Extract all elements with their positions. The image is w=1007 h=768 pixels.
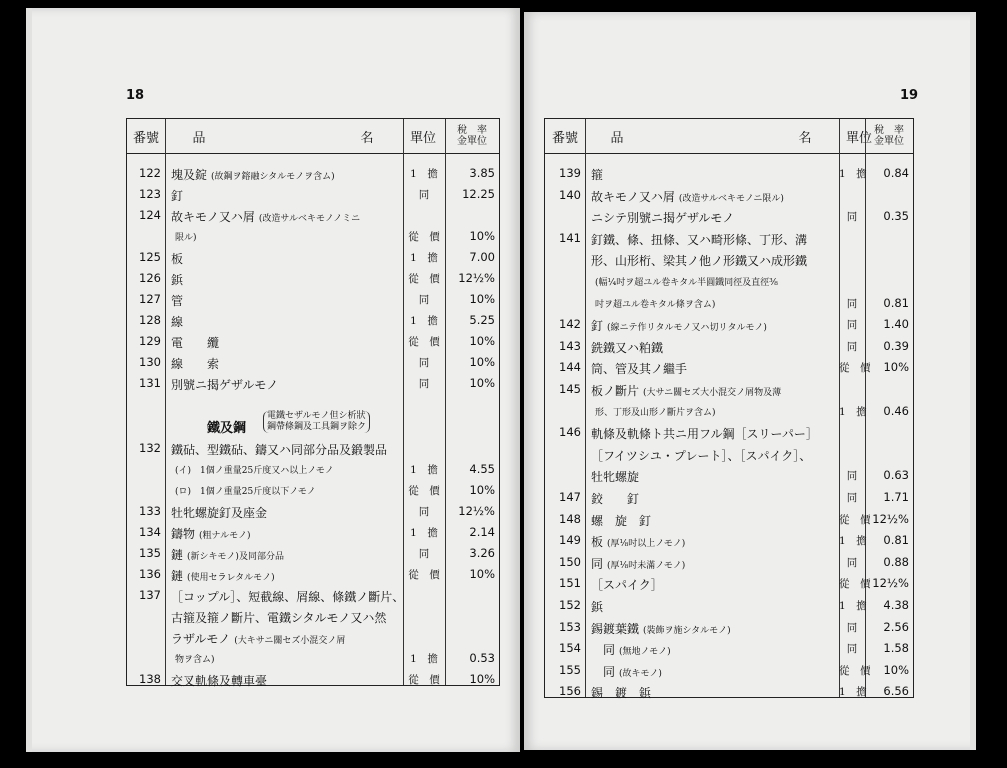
item-name-text: 錫 鍍 鋲 (591, 686, 652, 701)
item-number: 146 (559, 425, 581, 440)
table-row (127, 627, 499, 648)
table-row (545, 336, 913, 357)
item-name (591, 317, 767, 334)
item-note: (故キモノ) (619, 668, 662, 679)
item-name (591, 166, 607, 183)
item-rate: 1.58 (883, 641, 909, 656)
table-row (127, 459, 499, 480)
item-name-text: 鐵砧、型鐵砧、鑄又ハ同部分品及鍛製品 (171, 443, 388, 457)
item-note: 吋ヲ超ユル卷キタル條ヲ含ム) (595, 299, 716, 310)
item-unit: 1 擔 (839, 405, 867, 418)
item-name-text: 故キモノ又ハ屑 (591, 189, 675, 204)
item-unit: 從 價 (839, 513, 871, 526)
item-name-text: 軌條及軌條ト共ニ用フル鋼［スリーパー］ (591, 427, 818, 442)
table-row (545, 444, 913, 465)
page-edge (26, 8, 32, 752)
item-unit: 從 價 (408, 674, 440, 686)
item-number: 142 (559, 317, 581, 332)
left-page (26, 8, 520, 752)
item-name (171, 504, 271, 521)
item-name (171, 441, 391, 458)
table-row (545, 163, 913, 184)
item-rate: 4.38 (883, 598, 909, 612)
item-rate: 4.55 (469, 462, 495, 476)
table-row (545, 206, 913, 227)
item-rate: 2.14 (469, 525, 495, 539)
item-number: 122 (139, 166, 161, 180)
item-number: 137 (139, 588, 161, 602)
item-name (171, 672, 271, 689)
item-rate: 0.53 (469, 651, 495, 665)
item-name (171, 250, 187, 267)
table-row (127, 480, 499, 501)
item-unit: 1 擔 (839, 686, 867, 699)
item-note: (厚⅛吋未滿ノモノ) (607, 560, 686, 571)
item-unit: 1 擔 (839, 168, 867, 180)
item-unit: 同 (418, 378, 430, 390)
item-name (171, 462, 334, 476)
item-unit: 1 擔 (839, 535, 867, 548)
table-row (545, 509, 913, 530)
table-row (127, 543, 499, 564)
item-name-text: 電 纜 (171, 336, 220, 350)
item-name-text: 鏈 (171, 548, 184, 562)
item-number: 127 (139, 292, 161, 306)
item-name-text: 鋲 (591, 600, 604, 614)
table-row (545, 595, 913, 616)
item-unit: 同 (846, 556, 858, 569)
item-name-text: 板 (171, 252, 184, 266)
table-row (127, 373, 499, 394)
item-name-text: ［コップル］、短截線、屑線、條鐵ノ斷片、 (171, 590, 405, 604)
item-number: 124 (139, 208, 161, 222)
item-name-text: ［フイツシユ・プレート］、［スパイク］、 (591, 448, 812, 463)
header-name-b: 名 (798, 130, 812, 146)
item-name-text: 銑鐵又ハ粕鐵 (591, 340, 664, 355)
item-note: (ロ) 1個ノ重量25斤度以下ノモノ (175, 487, 316, 497)
item-number: 131 (139, 376, 161, 390)
header-name-b: 名 (360, 130, 374, 146)
table-row (127, 522, 499, 543)
item-number: 134 (139, 525, 161, 539)
item-rate: 1.40 (883, 317, 909, 332)
item-note: (イ) 1個ノ重量25斤度又ハ以上ノモノ (175, 466, 334, 476)
right-page (524, 12, 976, 750)
table-row (127, 247, 499, 268)
item-number: 139 (559, 166, 581, 180)
item-name-text: 同 (591, 643, 616, 658)
item-number: 143 (559, 338, 581, 353)
item-rate: 10% (469, 229, 495, 243)
item-rate: 12.25 (462, 187, 495, 201)
item-rate: 12½% (872, 576, 909, 591)
item-rate: 12½% (458, 504, 495, 518)
item-name (591, 533, 685, 550)
section-note-line: 鋼帶條鋼及工具鋼ヲ除ク (267, 422, 367, 432)
item-name (171, 313, 187, 330)
item-name (591, 188, 784, 205)
item-number: 136 (139, 567, 161, 581)
item-number: 128 (139, 313, 161, 327)
table-row (127, 669, 499, 690)
page-edge (970, 12, 976, 750)
item-name-text: 鑄物 (171, 527, 196, 541)
item-note: (無地ノモノ) (619, 647, 671, 658)
table-row (127, 331, 499, 352)
item-name-text: 錫鍍葉鐵 (591, 621, 640, 636)
item-note: (故鋼ヲ鎔融シタルモノヲ含ム) (211, 172, 335, 182)
item-number: 135 (139, 546, 161, 560)
item-name (591, 425, 822, 442)
table-row (545, 617, 913, 638)
page-number: 19 (900, 88, 919, 103)
table-row (127, 438, 499, 459)
item-number: 148 (559, 511, 581, 526)
table-row (127, 268, 499, 289)
item-number: 125 (139, 250, 161, 264)
item-note: 限ル) (175, 233, 197, 243)
item-rate: 10% (469, 376, 495, 390)
item-note: (裝飾ヲ施シタルモノ) (643, 625, 731, 636)
table-row (545, 401, 913, 422)
item-rate: 0.88 (883, 554, 909, 569)
table-row (545, 314, 913, 335)
item-number: 154 (559, 641, 581, 656)
item-name-text: 釘 (591, 319, 604, 334)
item-note: (改造サルベキモノノミニ (258, 214, 361, 224)
table-row (127, 648, 499, 669)
item-unit: 從 價 (839, 578, 871, 591)
table-row (545, 228, 913, 249)
item-name (591, 490, 643, 507)
item-note: (大キサニ關セズ小混交ノ屑 (234, 636, 346, 646)
item-name (591, 641, 671, 658)
item-number: 123 (139, 187, 161, 201)
item-unit: 從 價 (839, 362, 871, 375)
item-name-text: ニシテ別號ニ揭ゲザルモノ (591, 211, 735, 226)
item-unit: 同 (418, 548, 430, 560)
table-row (545, 660, 913, 681)
item-unit: 同 (846, 319, 858, 332)
item-name (591, 598, 607, 615)
item-name (591, 447, 815, 464)
header-number: 番號 (132, 130, 159, 146)
item-rate: 5.25 (469, 313, 495, 327)
item-name-text: 線 (171, 315, 184, 329)
table-row (545, 681, 913, 702)
item-note: (新シキモノ)及同部分品 (187, 552, 284, 562)
table-row (127, 585, 499, 606)
item-number: 129 (139, 334, 161, 348)
item-name (171, 609, 390, 626)
item-note: (厚⅛吋以上ノモノ) (607, 539, 686, 550)
item-name-text: 釘 (171, 189, 184, 203)
item-name (591, 382, 781, 399)
item-rate: 10% (883, 360, 909, 375)
item-name-text: 鉸 釘 (591, 492, 640, 506)
table-header (545, 119, 913, 154)
item-name (171, 166, 335, 183)
table-row (127, 352, 499, 373)
item-unit: 同 (418, 189, 430, 201)
item-name (171, 651, 215, 665)
item-unit: 從 價 (408, 336, 440, 348)
item-name (591, 555, 685, 572)
item-rate: 7.00 (469, 250, 495, 264)
item-rate: 2.56 (883, 619, 909, 634)
header-name-a: 品 (610, 130, 624, 146)
header-name-a: 品 (192, 130, 206, 146)
item-name-text: 管 (171, 294, 184, 308)
item-name (171, 229, 197, 243)
table-row (127, 163, 499, 184)
item-rate: 10% (883, 662, 909, 677)
item-name-text: ラザルモノ (171, 632, 231, 646)
item-name-text: 筒、管及其ノ繼手 (591, 362, 688, 377)
item-rate: 3.26 (469, 546, 495, 560)
item-name (591, 663, 662, 680)
table-row (545, 465, 913, 486)
item-name (171, 567, 275, 584)
item-unit: 同 (846, 470, 858, 483)
item-number: 151 (559, 576, 581, 591)
item-unit: 從 價 (408, 485, 440, 497)
item-unit: 同 (846, 297, 858, 310)
item-name (171, 187, 187, 204)
item-unit: 從 價 (408, 569, 440, 581)
item-note: (大サニ關セズ大小混交ノ屑物及薄 (643, 388, 782, 398)
item-name (171, 208, 360, 225)
item-name (171, 525, 251, 542)
item-number: 152 (559, 598, 581, 612)
item-unit: 同 (846, 492, 858, 504)
header-rate-top: 稅 率 (457, 125, 487, 136)
item-name-text: 鋲 (171, 273, 184, 287)
table-row (545, 487, 913, 508)
item-name (591, 684, 655, 701)
item-rate: 10% (469, 567, 495, 581)
item-number: 126 (139, 271, 161, 285)
item-unit: 1 擔 (410, 653, 438, 665)
item-rate: 0.46 (883, 403, 909, 418)
item-name-text: 故キモノ又ハ屑 (171, 210, 255, 224)
item-number: 150 (559, 554, 581, 569)
item-name-text: 塊及錠 (171, 168, 208, 182)
item-name (171, 630, 345, 647)
item-name-text: 箍 (591, 168, 604, 182)
table-row (545, 573, 913, 594)
table-row (545, 552, 913, 573)
table-row (127, 289, 499, 310)
table-row (545, 185, 913, 206)
section-title: 鐵及鋼 (207, 421, 247, 436)
table-row (127, 184, 499, 205)
item-unit: 從 價 (408, 273, 440, 285)
table-row (127, 606, 499, 627)
item-rate: 0.81 (883, 295, 909, 310)
table-row (127, 310, 499, 331)
item-name (171, 355, 223, 372)
item-rate: 10% (469, 292, 495, 306)
item-name-text: 板 (591, 535, 604, 550)
item-number: 138 (139, 672, 161, 686)
item-name-text: 別號ニ揭ゲザルモノ (171, 378, 279, 392)
item-rate: 3.85 (469, 166, 495, 180)
item-number: 132 (139, 441, 161, 455)
table-row (545, 249, 913, 270)
item-name (171, 588, 408, 605)
item-rate: 10% (469, 355, 495, 369)
table-row (545, 293, 913, 314)
item-name-text: 同 (591, 664, 616, 679)
item-rate: 0.39 (883, 338, 909, 353)
item-name-text: 同 (591, 556, 604, 571)
item-number: 153 (559, 619, 581, 634)
item-unit: 從 價 (839, 664, 871, 677)
item-rate: 10% (469, 334, 495, 348)
item-unit: 1 擔 (410, 168, 438, 180)
header-rate (865, 119, 913, 153)
item-name (591, 620, 731, 637)
table-row (545, 271, 913, 292)
item-number: 145 (559, 382, 581, 396)
item-unit: 1 擔 (410, 464, 438, 476)
table-row (545, 357, 913, 378)
table-row (127, 564, 499, 585)
item-name-text: 牡牝螺旋釘及座金 (171, 506, 268, 520)
item-rate: 0.63 (883, 468, 909, 483)
item-note: (改造サルベキモノニ限ル) (678, 193, 784, 204)
item-name-text: 板ノ斷片 (591, 384, 640, 398)
table-row (127, 501, 499, 522)
header-unit: 單位 (845, 130, 872, 146)
item-name (171, 334, 223, 351)
item-number: 130 (139, 355, 161, 369)
item-rate: 1.71 (883, 490, 909, 504)
item-number: 141 (559, 230, 581, 245)
item-number: 147 (559, 490, 581, 504)
item-name-text: 形、山形桁、梁其ノ他ノ形鐵又ハ成形鐵 (591, 254, 808, 269)
item-unit: 同 (846, 340, 858, 353)
item-rate: 0.35 (883, 209, 909, 224)
item-note: (幅¼吋ヲ超ユル卷キタル半圓鐵同徑及直徑⅜ (595, 278, 778, 288)
item-note: 物ヲ含ム) (175, 655, 215, 665)
page-number: 18 (126, 88, 145, 103)
tariff-table (544, 118, 914, 701)
item-name-text: 鏈 (171, 569, 184, 583)
item-unit: 同 (846, 643, 858, 656)
section-note-line: 電鐵セザルモノ但シ析狀 (267, 411, 366, 421)
item-rate: 0.81 (883, 533, 909, 548)
item-note: 形、丁形及山形ノ斷片ヲ含ム) (595, 407, 716, 418)
item-unit: 同 (846, 621, 858, 634)
header-rate-bottom: 金單位 (457, 136, 487, 147)
item-name-text: 牡牝螺旋 (591, 470, 640, 485)
item-name (591, 576, 667, 593)
item-unit: 1 擔 (410, 252, 438, 264)
item-unit: 1 擔 (410, 527, 438, 539)
item-unit: 同 (846, 211, 858, 224)
item-number: 133 (139, 504, 161, 518)
header-rate-top: 稅 率 (874, 125, 904, 136)
item-name (591, 274, 778, 288)
table-row (545, 422, 913, 443)
item-name (591, 231, 811, 248)
header-rate-bottom: 金單位 (874, 136, 904, 147)
item-name-text: 釘鐵、條、扭條、又ハ畸形條、丁形、溝 (591, 232, 808, 247)
item-name (591, 252, 811, 269)
header-rate (445, 119, 499, 153)
item-rate: 10% (469, 672, 495, 686)
item-note: (線ニテ作リタルモノ又ハ切リタルモノ) (607, 323, 767, 334)
item-rate: 0.84 (883, 166, 909, 180)
item-name-text: ［スパイク］ (591, 578, 663, 593)
item-note: (粗ナルモノ) (199, 531, 251, 541)
item-unit: 從 價 (408, 231, 440, 243)
table-row (545, 638, 913, 659)
item-name (591, 468, 643, 485)
item-note: (使用セラレタルモノ) (187, 573, 275, 583)
item-unit: 同 (418, 294, 430, 306)
item-unit: 同 (418, 506, 430, 518)
header-unit: 單位 (409, 130, 436, 146)
item-unit: 1 擔 (839, 600, 867, 612)
item-name (591, 404, 716, 418)
item-name-text: 交叉軌條及轉車臺 (171, 674, 268, 688)
table-row (545, 379, 913, 400)
item-name-text: 螺 旋 釘 (591, 513, 652, 528)
item-name (591, 512, 655, 529)
item-name (171, 292, 187, 309)
tariff-table (126, 118, 500, 686)
table-header (127, 119, 499, 154)
item-name (591, 209, 738, 226)
item-name-text: 古箍及箍ノ斷片、電鐵シタルモノ又ハ然 (171, 611, 387, 625)
item-number: 140 (559, 187, 581, 202)
table-row (127, 205, 499, 226)
item-name (591, 360, 691, 377)
header-number: 番號 (551, 130, 578, 146)
item-rate: 12½% (458, 271, 495, 285)
item-unit: 同 (418, 357, 430, 369)
item-name (171, 376, 282, 393)
item-name (591, 296, 715, 310)
item-number: 149 (559, 533, 581, 548)
section-note (263, 411, 370, 433)
item-number: 155 (559, 662, 581, 677)
item-rate: 12½% (872, 511, 909, 526)
item-number: 156 (559, 684, 581, 699)
item-name-text: 線 索 (171, 357, 220, 371)
item-unit: 1 擔 (410, 315, 438, 327)
item-rate: 10% (469, 483, 495, 497)
table-row (545, 530, 913, 551)
item-name (171, 546, 284, 563)
item-number: 144 (559, 360, 581, 375)
table-row (127, 226, 499, 247)
item-rate: 6.56 (883, 684, 909, 699)
item-name (591, 339, 667, 356)
item-name (171, 271, 187, 288)
item-name (171, 483, 316, 497)
